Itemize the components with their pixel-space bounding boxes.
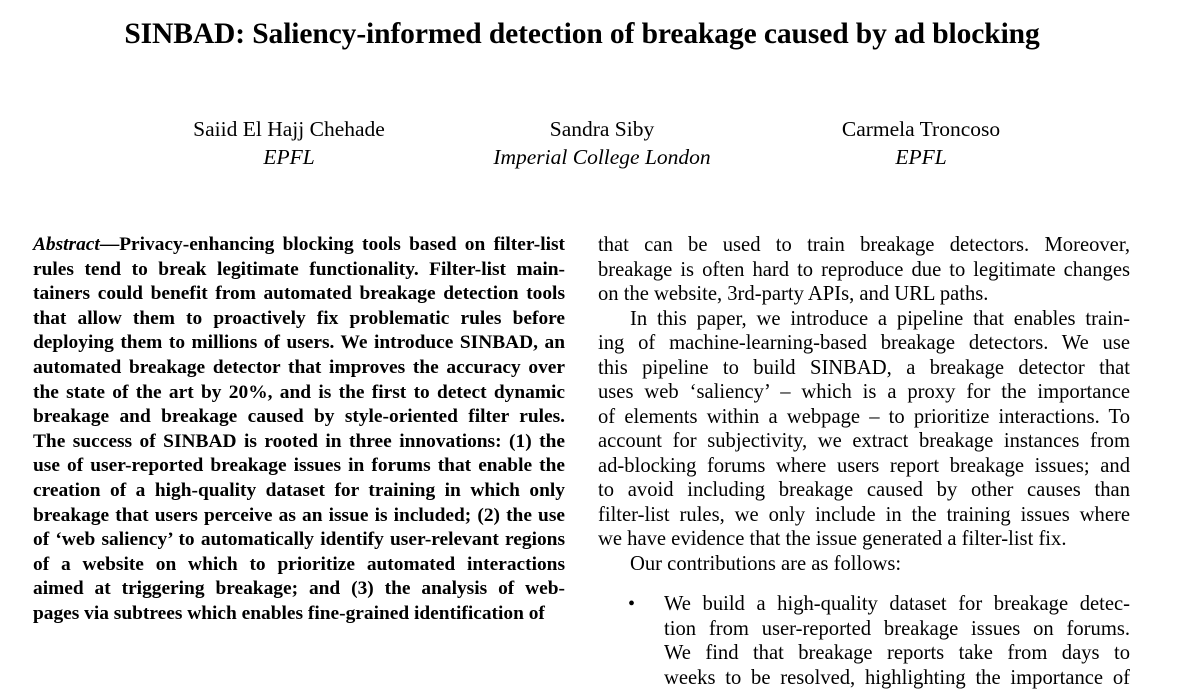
intro-line: that can be used to train breakage detectors. Moreover, bbox=[598, 233, 1130, 258]
abstract-line: of ‘web saliency’ to automatically identify user-relevant regions bbox=[33, 528, 565, 553]
author-name: Sandra Siby bbox=[452, 115, 752, 143]
abstract-line: of a website on which to prioritize automated interactions bbox=[33, 553, 565, 578]
bullet-line: weeks to be resolved, highlighting the importance of bbox=[664, 666, 1130, 690]
paper-title: SINBAD: Saliency-informed detection of breakage caused by ad blocking bbox=[0, 18, 1164, 51]
bullet-line: We find that breakage reports take from days to bbox=[664, 641, 1130, 666]
intro-line: on the website, 3rd-party APIs, and URL paths. bbox=[598, 282, 1130, 307]
bullet-line: tion from user-reported breakage issues on forums. bbox=[664, 617, 1130, 642]
author-affiliation: EPFL bbox=[139, 143, 439, 171]
abstract bbox=[33, 233, 565, 627]
abstract-label: Abstract bbox=[33, 234, 100, 255]
abstract-line: use of user-reported breakage issues in forums that enable the bbox=[33, 454, 565, 479]
abstract-line: rules tend to break legitimate functionality. Filter-list main- bbox=[33, 258, 565, 283]
intro-paragraph bbox=[598, 233, 1130, 307]
intro-line: this pipeline to build SINBAD, a breakage detector that bbox=[598, 356, 1130, 381]
intro-line: account for subjectivity, we extract breakage instances from bbox=[598, 429, 1130, 454]
intro-paragraph bbox=[598, 552, 1130, 577]
author-name: Carmela Troncoso bbox=[771, 115, 1071, 143]
author-block bbox=[452, 115, 752, 171]
abstract-line bbox=[33, 233, 565, 258]
introduction bbox=[598, 233, 1130, 690]
abstract-line: aimed at triggering breakage; and (3) the analysis of web- bbox=[33, 577, 565, 602]
author-block bbox=[139, 115, 439, 171]
bullet-icon: • bbox=[628, 592, 635, 617]
abstract-line: creation of a high-quality dataset for training in which only bbox=[33, 479, 565, 504]
author-affiliation: Imperial College London bbox=[452, 143, 752, 171]
intro-line: uses web ‘saliency’ – which is a proxy for the importance bbox=[598, 380, 1130, 405]
abstract-line: pages via subtrees which enables fine-grained identification of bbox=[33, 602, 565, 627]
abstract-line: breakage that users perceive as an issue is included; (2) the use bbox=[33, 504, 565, 529]
author-name: Saiid El Hajj Chehade bbox=[139, 115, 439, 143]
intro-paragraph bbox=[598, 307, 1130, 552]
abstract-line: tainers could benefit from automated breakage detection tools bbox=[33, 282, 565, 307]
abstract-line: breakage and breakage caused by style-oriented filter rules. bbox=[33, 405, 565, 430]
intro-line: filter-list rules, we only include in the training issues where bbox=[598, 503, 1130, 528]
author-block bbox=[771, 115, 1071, 171]
abstract-line: that allow them to proactively fix problematic rules before bbox=[33, 307, 565, 332]
contributions-intro: Our contributions are as follows: bbox=[598, 552, 1130, 577]
intro-line: to avoid including breakage caused by other causes than bbox=[598, 478, 1130, 503]
abstract-line: automated breakage detector that improves the accuracy over bbox=[33, 356, 565, 381]
intro-line: ad-blocking forums where users report breakage issues; and bbox=[598, 454, 1130, 479]
abstract-line: deploying them to millions of users. We introduce SINBAD, an bbox=[33, 331, 565, 356]
bullet-text bbox=[664, 592, 1130, 690]
intro-line: breakage is often hard to reproduce due to legitimate changes bbox=[598, 258, 1130, 283]
abstract-line: the state of the art by 20%, and is the first to detect dynamic bbox=[33, 381, 565, 406]
intro-line: In this paper, we introduce a pipeline that enables train- bbox=[598, 307, 1130, 332]
intro-line: we have evidence that the issue generated a filter-list fix. bbox=[598, 527, 1130, 552]
author-affiliation: EPFL bbox=[771, 143, 1071, 171]
intro-line: of elements within a webpage – to prioritize interactions. To bbox=[598, 405, 1130, 430]
bullet-line: We build a high-quality dataset for breakage detec- bbox=[664, 592, 1130, 617]
abstract-first-line: —Privacy-enhancing blocking tools based on filter-list bbox=[100, 234, 565, 255]
intro-line: ing of machine-learning-based breakage detectors. We use bbox=[598, 331, 1130, 356]
contribution-bullet bbox=[598, 592, 1130, 690]
abstract-line: The success of SINBAD is rooted in three innovations: (1) the bbox=[33, 430, 565, 455]
